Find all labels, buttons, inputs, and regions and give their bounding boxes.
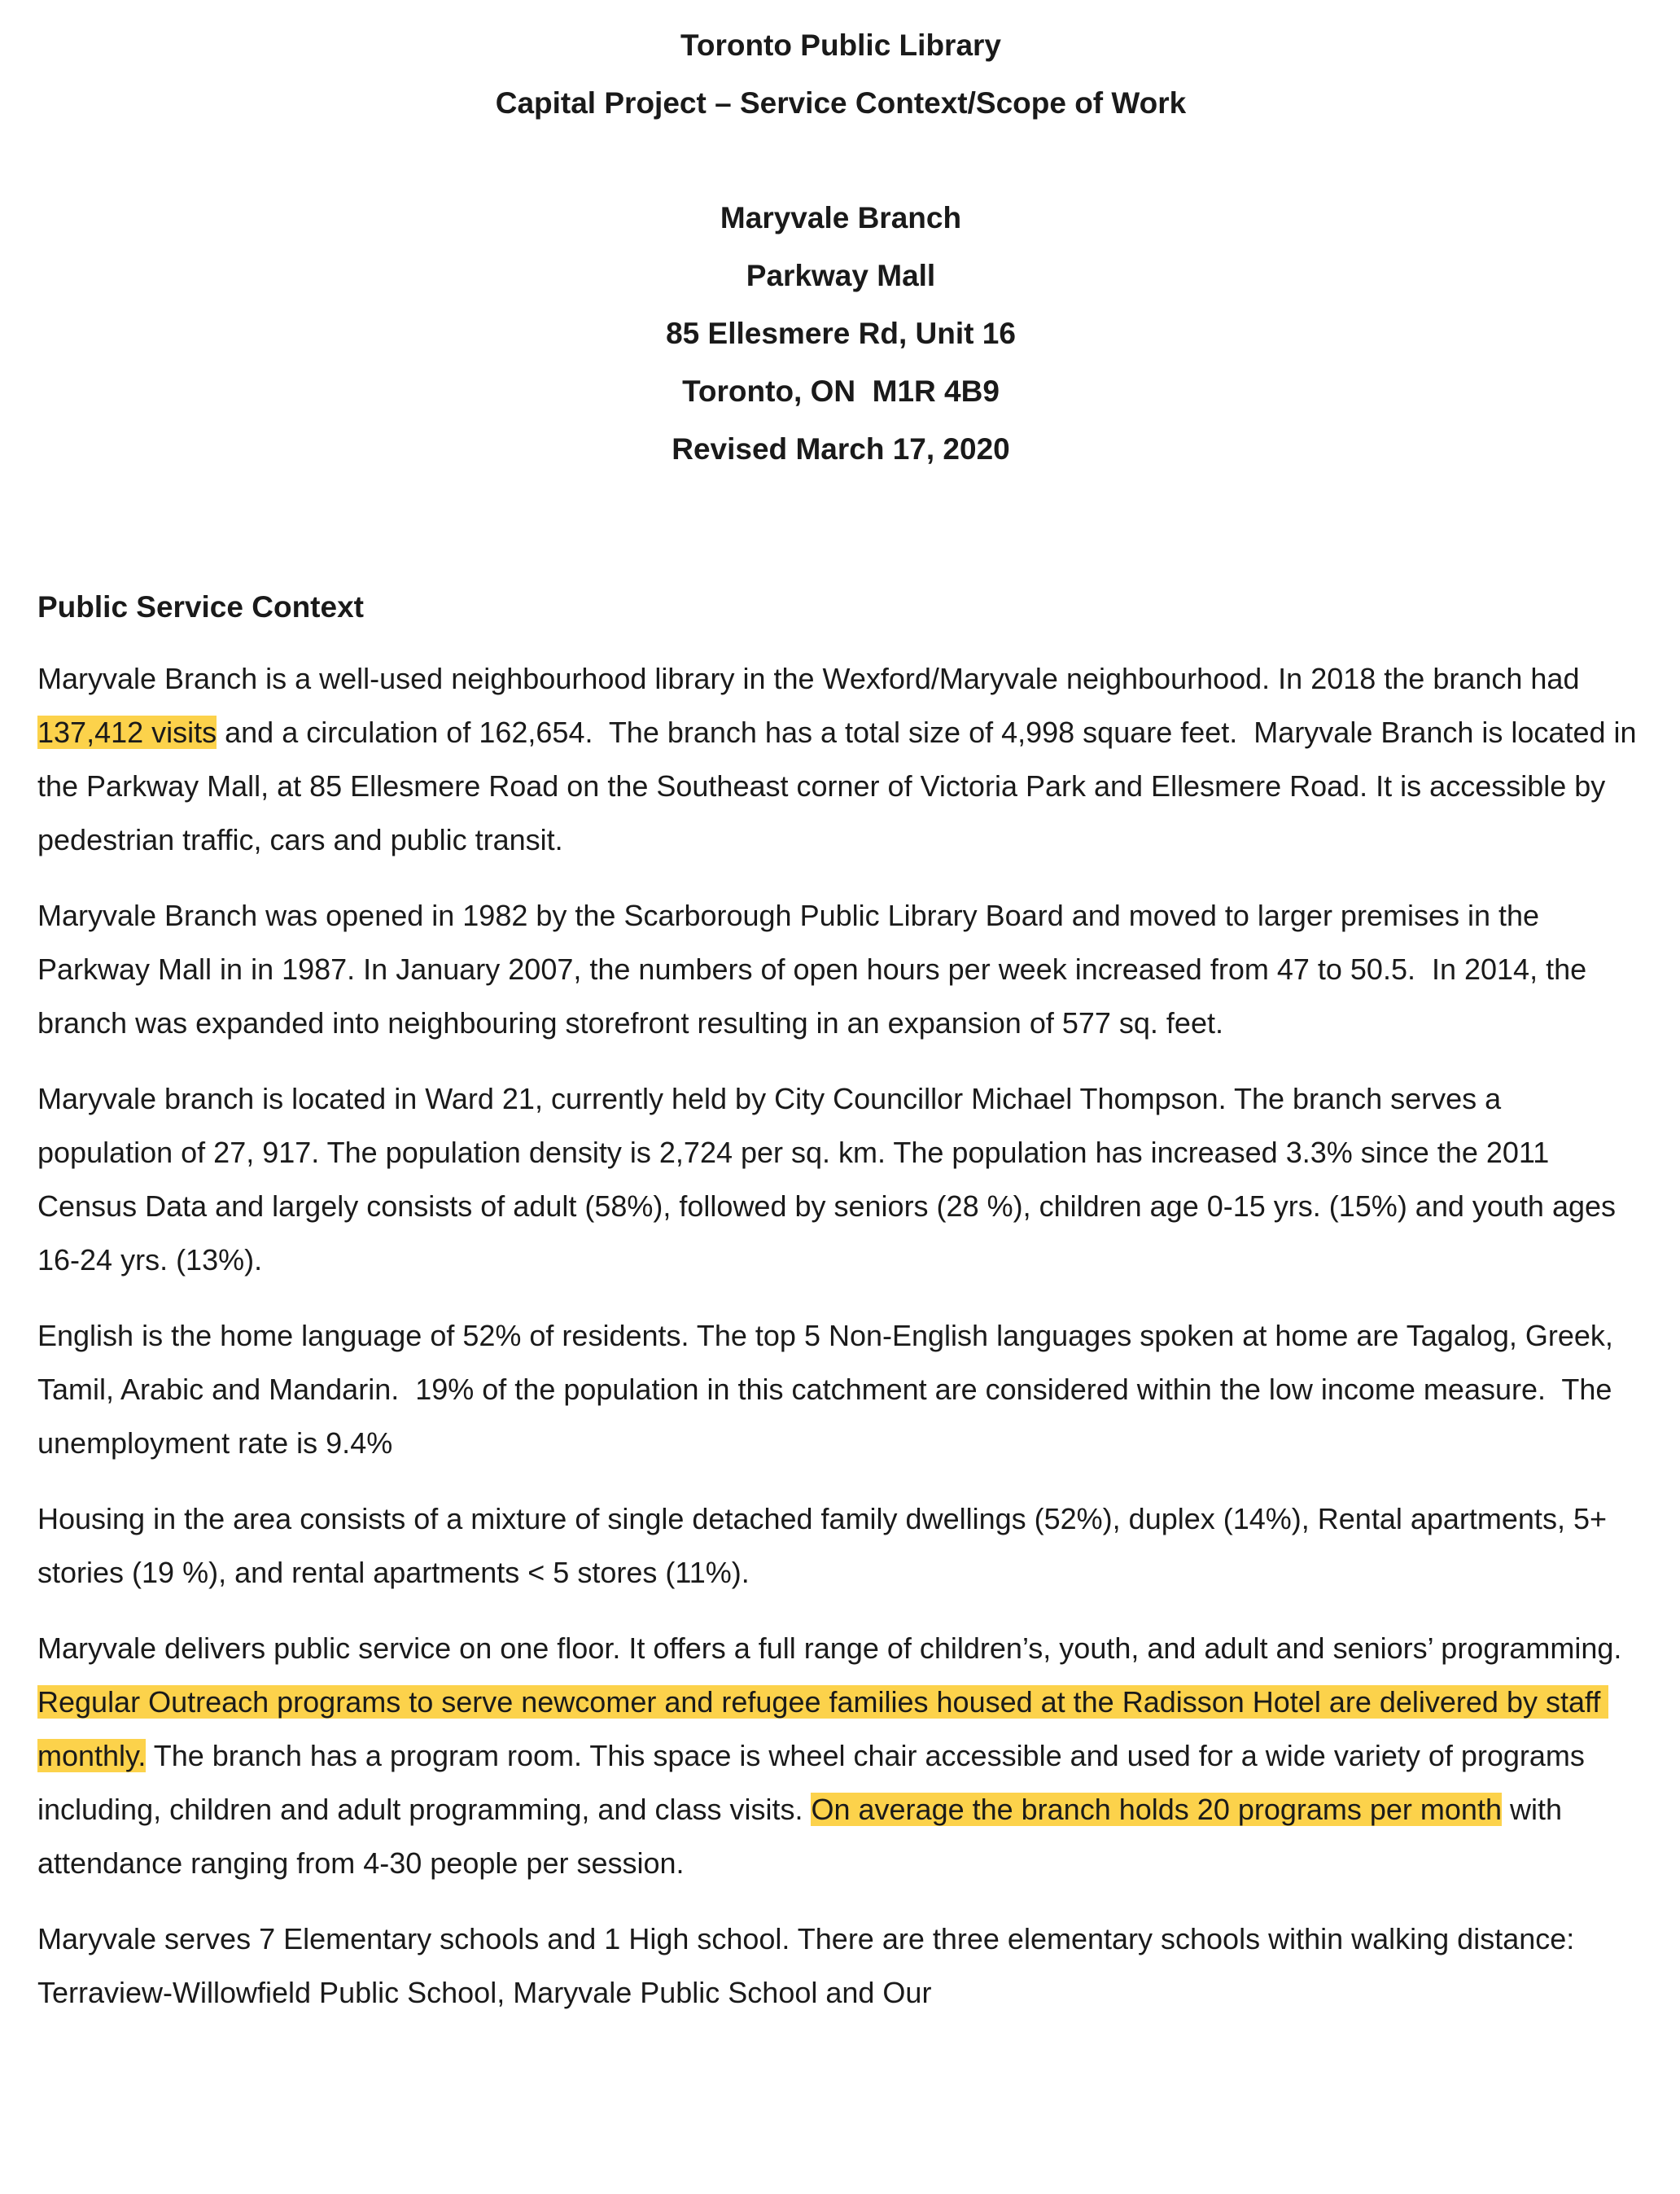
org-name: Toronto Public Library — [680, 28, 1001, 62]
paragraph-history — [37, 889, 1644, 1050]
paragraph-ward-population — [37, 1072, 1644, 1287]
branch-city-line: Toronto, ON M1R 4B9 — [682, 374, 1000, 408]
branch-street-line: 85 Ellesmere Rd, Unit 16 — [666, 317, 1016, 350]
section-heading: Public Service Context — [37, 590, 364, 624]
paragraph-programming — [37, 1622, 1644, 1890]
text-run: Housing in the area consists of a mixture of single detached family dwellings (52%), duplex (14%), Rental apartments, 5+ stories (19 %), and rental apartments < 5 stores (11%). — [37, 1502, 1616, 1589]
highlight-text: 137,412 visits — [37, 716, 217, 749]
document-header — [37, 16, 1644, 478]
text-run: with attendance ranging from 4-30 people per session. — [37, 1793, 1571, 1880]
text-run: and a circulation of 162,654. The branch has a total size of 4,998 square feet. Maryvale Branch is located in the Parkway Mall, at 85 Ellesmere Road on the Southeast corner of Victoria Park and Ellesmere Road. It is accessible by pedestrian traffic, cars and public transit. — [37, 716, 1645, 856]
highlight-text: Regular Outreach programs to serve newcomer and refugee families housed at the Radisson Hotel are delivered by staff monthly. — [37, 1685, 1609, 1772]
branch-name-line: Maryvale Branch — [720, 201, 962, 234]
branch-mall-line: Parkway Mall — [746, 259, 936, 292]
revision-date-line: Revised March 17, 2020 — [672, 432, 1010, 466]
document-body — [37, 652, 1644, 2020]
paragraph-housing — [37, 1492, 1644, 1600]
paragraph-overview — [37, 652, 1644, 867]
paragraph-schools — [37, 1912, 1644, 2020]
text-run: Maryvale serves 7 Elementary schools and 1 High school. There are three elementary schools within walking distance: Terraview-Willowfield Public School, Maryvale Public School and Our — [37, 1922, 1582, 2009]
text-run: The branch has a program room. This space is wheel chair accessible and used for a wide variety of programs including, children and adult programming, and class visits. — [37, 1739, 1593, 1826]
text-run: English is the home language of 52% of residents. The top 5 Non-English languages spoken at home are Tagalog, Greek, Tamil, Arabic and Mandarin. 19% of the population in this catchment are considered within the low income measure. The unemployment rate is 9.4% — [37, 1319, 1621, 1460]
header-spacer — [37, 132, 1644, 189]
text-run: Maryvale branch is located in Ward 21, currently held by City Councillor Michael Thompson. The branch serves a population of 27, 917. The population density is 2,724 per sq. km. The population has increased 3.3% since the 2011 Census Data and largely consists of adult (58%), followed by seniors (28 %), children age 0-15 yrs. (15%) and youth ages 16-24 yrs. (13%). — [37, 1082, 1625, 1277]
text-run: Maryvale Branch was opened in 1982 by the Scarborough Public Library Board and moved to larger premises in the Parkway Mall in in 1987. In January 2007, the numbers of open hours per week increased from 47 to 50.5. In 2014, the branch was expanded into neighbouring storefront resulting in an expansion of 577 sq. feet. — [37, 899, 1595, 1040]
text-run: Maryvale Branch is a well-used neighbourhood library in the Wexford/Maryvale neighbourhood. In 2018 the branch had — [37, 662, 1588, 695]
doc-title: Capital Project – Service Context/Scope of Work — [495, 86, 1187, 120]
section-spacer — [37, 478, 1644, 579]
text-run: Maryvale delivers public service on one floor. It offers a full range of children’s, youth, and adult and seniors’ programming. — [37, 1631, 1630, 1665]
highlight-text: On average the branch holds 20 programs per month — [811, 1793, 1502, 1826]
paragraph-languages — [37, 1309, 1644, 1470]
